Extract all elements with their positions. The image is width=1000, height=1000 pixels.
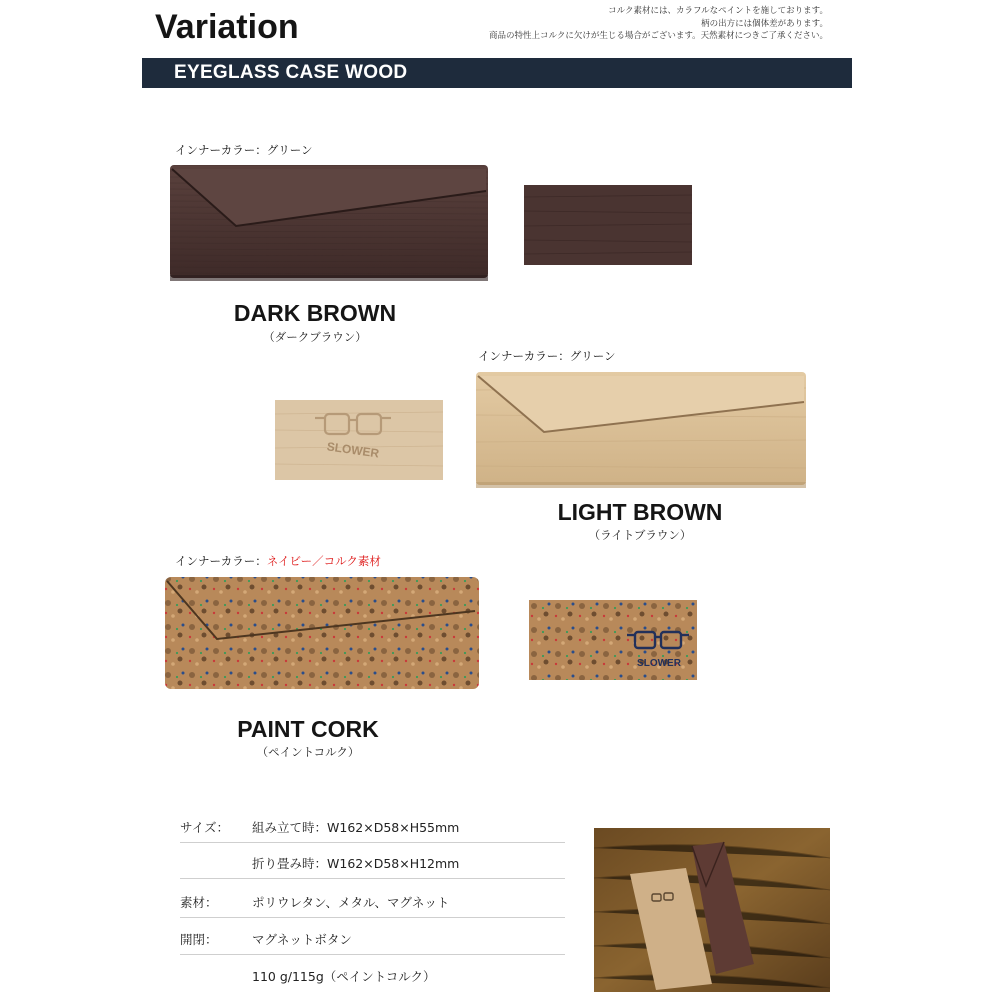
logo-text: SLOWER	[325, 439, 381, 461]
light-brown-case-image	[474, 370, 808, 492]
inner-color-label-dark-brown	[175, 142, 313, 158]
spec-divider	[180, 917, 565, 918]
product-name-jp-dark-brown: （ダークブラウン）	[263, 330, 367, 344]
lifestyle-photo	[594, 828, 830, 992]
spec-value-closure: マグネットボタン	[252, 932, 352, 947]
spec-label-closure: 開閉：	[180, 932, 218, 947]
spec-divider	[180, 878, 565, 879]
spec-label-material: 素材：	[180, 895, 218, 910]
section-band	[142, 58, 852, 88]
spec-label-size: サイズ：	[180, 820, 230, 835]
inner-color: グリーン	[266, 143, 313, 157]
spec-value-material: ポリウレタン、メタル、マグネット	[252, 895, 450, 910]
inner-prefix: インナーカラー：	[478, 349, 570, 363]
inner-color-label-light-brown	[478, 348, 616, 364]
note-line-1: コルク素材には、カラフルなペイントを施しております。	[608, 6, 828, 16]
header-note	[408, 5, 828, 43]
inner-color-label-paint-cork	[175, 553, 381, 569]
inner-prefix: インナーカラー：	[175, 554, 267, 568]
product-name-light-brown: LIGHT BROWN	[557, 499, 723, 525]
inner-color: ネイビー／コルク素材	[266, 554, 381, 568]
paint-cork-texture-image	[529, 600, 697, 680]
paint-cork-case-image	[163, 573, 481, 695]
note-line-2: 柄の出方には個体差があります。	[701, 18, 828, 29]
product-name-paint-cork: PAINT CORK	[237, 716, 379, 742]
spec-divider	[180, 842, 565, 843]
section-band-label: EYEGLASS CASE WOOD	[174, 62, 408, 83]
dark-brown-case-image	[168, 163, 490, 285]
spec-value-weight: 110 g/115g（ペイントコルク）	[252, 969, 436, 984]
inner-color: グリーン	[569, 349, 616, 363]
spec-divider	[180, 954, 565, 955]
inner-prefix: インナーカラー：	[175, 143, 267, 157]
spec-value-size-folded: 折り畳み時：W162×D58×H12mm	[252, 856, 460, 871]
note-line-3: 商品の特性上コルクに欠けが生じる場合がございます。天然素材につきご了承ください。	[489, 31, 828, 41]
product-name-jp-light-brown: （ライトブラウン）	[588, 528, 692, 542]
product-name-dark-brown: DARK BROWN	[233, 300, 397, 326]
product-name-jp-paint-cork: （ペイントコルク）	[256, 745, 360, 759]
light-brown-texture-image	[275, 400, 443, 480]
logo-text: SLOWER	[637, 658, 681, 669]
spec-value-size-assembled: 組み立て時：W162×D58×H55mm	[252, 820, 460, 835]
page-title: Variation	[155, 8, 299, 46]
dark-brown-texture-image	[524, 185, 692, 265]
